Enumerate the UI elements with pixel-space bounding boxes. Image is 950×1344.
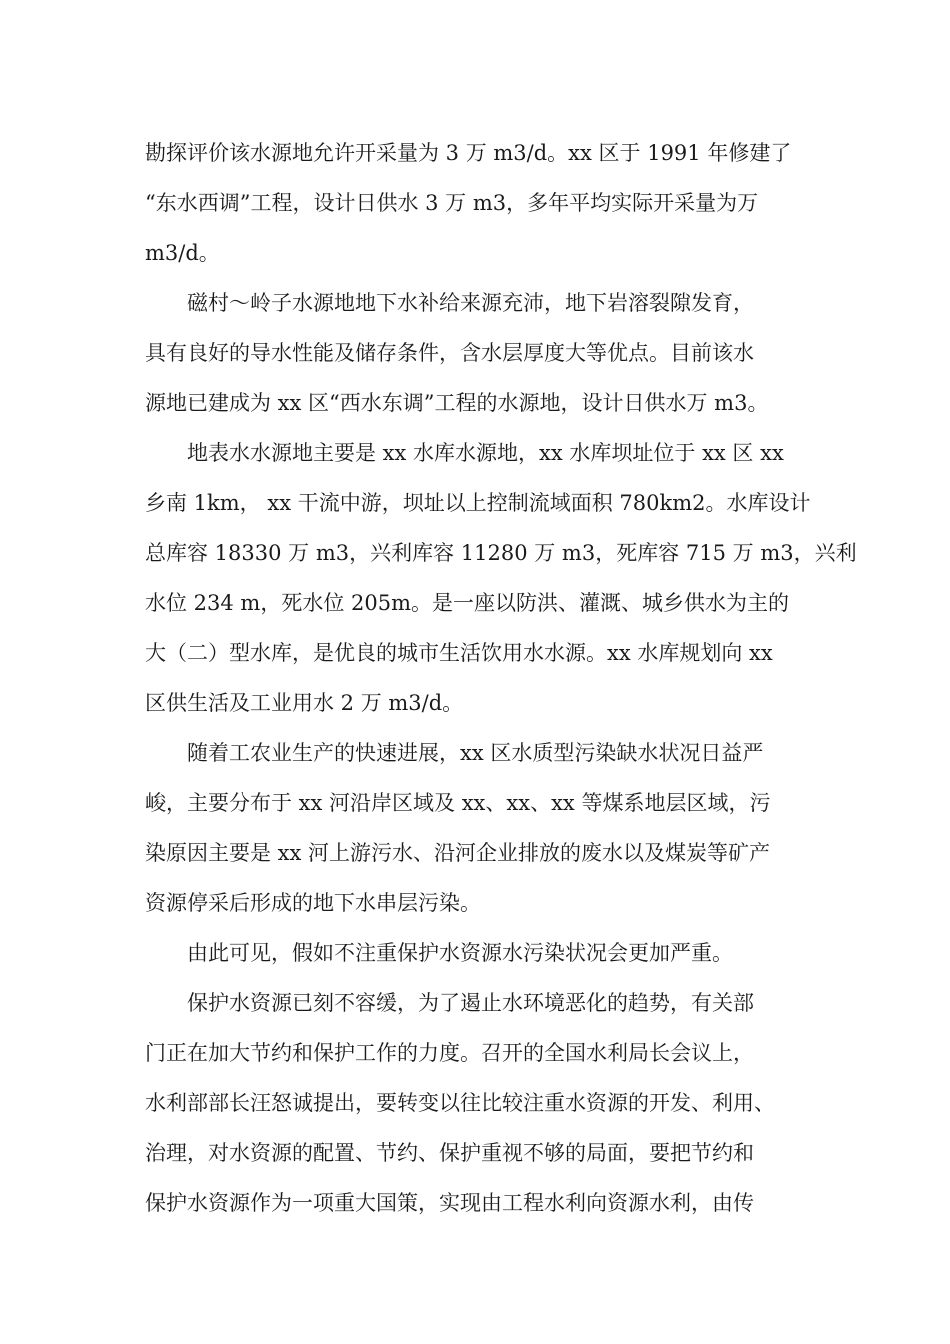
text-line: 区供生活及工业用水 2 万 m3/d。 xyxy=(145,691,464,715)
text-line: 水利部部长汪怒诚提出，要转变以往比较注重水资源的开发、利用、 xyxy=(145,1091,775,1115)
text-line: 保护水资源作为一项重大国策，实现由工程水利向资源水利，由传 xyxy=(145,1191,754,1215)
text-line: 治理，对水资源的配置、节约、保护重视不够的局面，要把节约和 xyxy=(145,1141,754,1165)
paragraph-4 xyxy=(145,728,825,928)
paragraph-1 xyxy=(145,128,825,278)
text-line: 地表水水源地主要是 xx 水库水源地，xx 水库坝址位于 xx 区 xx xyxy=(145,441,784,465)
paragraph-5 xyxy=(145,928,825,978)
document-body xyxy=(145,128,857,1228)
text-line: 保护水资源已刻不容缓，为了遏止水环境恶化的趋势，有关部 xyxy=(145,991,754,1015)
text-line: “东水西调”工程，设计日供水 3 万 m3，多年平均实际开采量为万 xyxy=(145,191,759,215)
text-line: m3/d。 xyxy=(145,241,220,265)
text-line: 资源停采后形成的地下水串层污染。 xyxy=(145,891,481,915)
text-line: 染原因主要是 xx 河上游污水、沿河企业排放的废水以及煤炭等矿产 xyxy=(145,841,771,865)
text-line: 乡南 1km， xx 干流中游，坝址以上控制流域面积 780km2。水库设计 xyxy=(145,491,811,515)
text-line: 由此可见，假如不注重保护水资源水污染状况会更加严重。 xyxy=(145,941,733,965)
text-line: 随着工农业生产的快速进展，xx 区水质型污染缺水状况日益严 xyxy=(145,741,764,765)
text-line: 门正在加大节约和保护工作的力度。召开的全国水利局长会议上， xyxy=(145,1041,754,1065)
text-line: 勘探评价该水源地允许开采量为 3 万 m3/d。xx 区于 1991 年修建了 xyxy=(145,141,792,165)
text-line: 大（二）型水库，是优良的城市生活饮用水水源。xx 水库规划向 xx xyxy=(145,641,773,665)
text-line: 水位 234 m，死水位 205m。是一座以防洪、灌溉、城乡供水为主的 xyxy=(145,591,790,615)
paragraph-2 xyxy=(145,278,825,428)
paragraph-3 xyxy=(145,428,857,728)
text-line: 总库容 18330 万 m3，兴利库容 11280 万 m3，死库容 715 万 m3，兴利 xyxy=(145,541,857,565)
text-line: 峻，主要分布于 xx 河沿岸区域及 xx、xx、xx 等煤系地层区域，污 xyxy=(145,791,771,815)
paragraph-6 xyxy=(145,978,825,1228)
text-line: 源地已建成为 xx 区“西水东调”工程的水源地，设计日供水万 m3。 xyxy=(145,391,769,415)
text-line: 具有良好的导水性能及储存条件，含水层厚度大等优点。目前该水 xyxy=(145,341,754,365)
text-line: 磁村～岭子水源地地下水补给来源充沛，地下岩溶裂隙发育， xyxy=(145,291,754,315)
